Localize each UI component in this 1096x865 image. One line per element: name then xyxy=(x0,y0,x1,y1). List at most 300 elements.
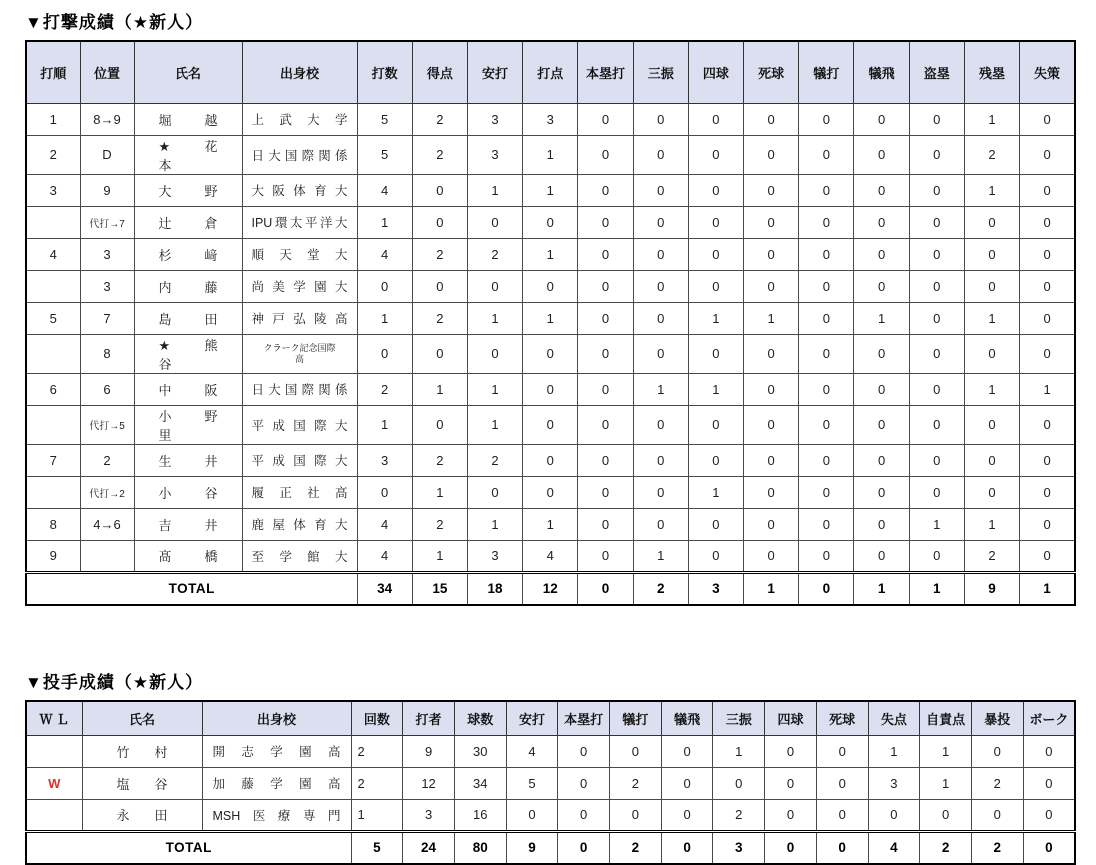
name-cell: 小 谷 xyxy=(134,476,242,508)
stat-cell: 0 xyxy=(854,508,909,540)
stat-cell: 0 xyxy=(578,103,633,135)
pitching-header-14: 自責点 xyxy=(920,701,972,735)
stat-cell: 0 xyxy=(1020,302,1075,334)
batting-body xyxy=(26,103,1075,605)
stat-cell: 0 xyxy=(909,302,964,334)
stat-cell: 4 xyxy=(523,540,578,572)
stat-cell: 0 xyxy=(523,444,578,476)
stat-cell: 0 xyxy=(816,799,868,831)
stat-cell: 0 xyxy=(909,476,964,508)
stat-cell: 0 xyxy=(506,799,558,831)
stat-cell: 0 xyxy=(578,206,633,238)
batting-header-10: 四球 xyxy=(688,41,743,103)
stat-cell: 0 xyxy=(633,334,688,373)
stat-cell: 0 xyxy=(854,540,909,572)
pitching-header-12: 死球 xyxy=(816,701,868,735)
pitching-row xyxy=(26,735,1075,767)
order-cell: 3 xyxy=(26,174,80,206)
name-cell: 大 野 xyxy=(134,174,242,206)
batting-row xyxy=(26,444,1075,476)
stat-cell: 3 xyxy=(868,767,920,799)
stat-cell: 1 xyxy=(412,540,467,572)
stat-cell: 0 xyxy=(744,334,799,373)
stat-cell: 2 xyxy=(412,302,467,334)
pitching-body xyxy=(26,735,1075,864)
stat-cell: 0 xyxy=(964,206,1019,238)
stat-cell: 0 xyxy=(799,206,854,238)
stat-cell: 1 xyxy=(467,405,522,444)
name-cell: 竹 村 xyxy=(82,735,202,767)
name-cell: 髙 橋 xyxy=(134,540,242,572)
stat-cell: 0 xyxy=(578,174,633,206)
order-cell: 6 xyxy=(26,373,80,405)
stat-cell: 0 xyxy=(799,405,854,444)
stat-cell: 0 xyxy=(578,476,633,508)
batting-table xyxy=(25,40,1076,606)
name-cell: 辻 倉 xyxy=(134,206,242,238)
stat-cell: 1 xyxy=(412,476,467,508)
name-cell: ★ 花 本 xyxy=(134,135,242,174)
batting-header-5: 得点 xyxy=(412,41,467,103)
stat-cell: 1 xyxy=(412,373,467,405)
stat-cell: 0 xyxy=(744,270,799,302)
batting-row xyxy=(26,373,1075,405)
stat-cell: 0 xyxy=(578,302,633,334)
name-cell: 杉 﨑 xyxy=(134,238,242,270)
stat-cell: 0 xyxy=(854,373,909,405)
stat-cell: 0 xyxy=(799,103,854,135)
stat-cell: 0 xyxy=(744,405,799,444)
stat-cell: 0 xyxy=(467,270,522,302)
total-stat-cell: 3 xyxy=(688,572,743,605)
stat-cell: 1 xyxy=(523,302,578,334)
total-stat-cell: 0 xyxy=(558,831,610,864)
stat-cell: 2 xyxy=(610,767,662,799)
stat-cell: 0 xyxy=(964,405,1019,444)
stat-cell: 0 xyxy=(688,508,743,540)
stat-cell: 0 xyxy=(964,444,1019,476)
stat-cell: 0 xyxy=(467,476,522,508)
stat-cell: 1 xyxy=(523,174,578,206)
order-cell: 5 xyxy=(26,302,80,334)
stat-cell: 1 xyxy=(523,508,578,540)
stat-cell: 2 xyxy=(351,767,403,799)
school-cell: 至学館大 xyxy=(242,540,357,572)
stat-cell: 0 xyxy=(558,735,610,767)
stat-cell: 3 xyxy=(403,799,455,831)
stat-cell: 1 xyxy=(1020,373,1075,405)
stat-cell: 0 xyxy=(799,238,854,270)
pitching-header-15: 暴投 xyxy=(971,701,1023,735)
total-stat-cell: 5 xyxy=(351,831,403,864)
stat-cell: 1 xyxy=(523,135,578,174)
stat-cell: 5 xyxy=(357,135,412,174)
school-cell: 履正社高 xyxy=(242,476,357,508)
stat-cell: 0 xyxy=(799,174,854,206)
pitching-title: ▼投手成績（★新人） xyxy=(25,673,204,692)
stat-cell: 0 xyxy=(688,334,743,373)
pitching-header-5: 球数 xyxy=(454,701,506,735)
total-stat-cell: 18 xyxy=(467,572,522,605)
order-cell xyxy=(26,334,80,373)
stat-cell: 0 xyxy=(523,405,578,444)
stat-cell: 16 xyxy=(454,799,506,831)
stat-cell: 1 xyxy=(744,302,799,334)
batting-header-7: 打点 xyxy=(523,41,578,103)
stat-cell: 0 xyxy=(744,135,799,174)
stat-cell: 0 xyxy=(868,799,920,831)
batting-header-2: 氏名 xyxy=(134,41,242,103)
stat-cell: 0 xyxy=(578,373,633,405)
stat-cell: 0 xyxy=(854,334,909,373)
stat-cell: 0 xyxy=(765,735,817,767)
name-cell: 生 井 xyxy=(134,444,242,476)
pitching-header-9: 犠飛 xyxy=(661,701,713,735)
stat-cell: 0 xyxy=(1020,508,1075,540)
school-cell: 神戸弘陵高 xyxy=(242,302,357,334)
stat-cell: 3 xyxy=(467,103,522,135)
stat-cell: 0 xyxy=(558,799,610,831)
pitching-header-1: 氏名 xyxy=(82,701,202,735)
batting-row xyxy=(26,476,1075,508)
stat-cell: 4 xyxy=(357,238,412,270)
batting-row xyxy=(26,135,1075,174)
stat-cell: 0 xyxy=(688,405,743,444)
pitching-header-3: 回数 xyxy=(351,701,403,735)
stat-cell: 5 xyxy=(357,103,412,135)
batting-header-15: 残塁 xyxy=(964,41,1019,103)
stat-cell: 0 xyxy=(688,135,743,174)
stat-cell: 4 xyxy=(357,508,412,540)
position-cell: 9 xyxy=(80,174,134,206)
stat-cell: 0 xyxy=(688,270,743,302)
total-stat-cell: 0 xyxy=(1023,831,1075,864)
stat-cell: 0 xyxy=(633,476,688,508)
stat-cell: 1 xyxy=(467,302,522,334)
stat-cell: 1 xyxy=(688,476,743,508)
stat-cell: 0 xyxy=(744,476,799,508)
position-cell: 3 xyxy=(80,238,134,270)
batting-row xyxy=(26,270,1075,302)
stat-cell: 2 xyxy=(351,735,403,767)
stat-cell: 0 xyxy=(578,238,633,270)
name-cell: 中 阪 xyxy=(134,373,242,405)
total-stat-cell: 3 xyxy=(713,831,765,864)
batting-header-4: 打数 xyxy=(357,41,412,103)
total-stat-cell: 4 xyxy=(868,831,920,864)
stat-cell: 0 xyxy=(765,767,817,799)
stat-cell: 0 xyxy=(523,206,578,238)
stat-cell: 0 xyxy=(633,444,688,476)
stat-cell: 0 xyxy=(909,238,964,270)
stat-cell: 3 xyxy=(357,444,412,476)
school-cell: 尚美学園大 xyxy=(242,270,357,302)
stat-cell: 12 xyxy=(403,767,455,799)
stat-cell: 3 xyxy=(523,103,578,135)
batting-header-14: 盗塁 xyxy=(909,41,964,103)
pitching-header-13: 失点 xyxy=(868,701,920,735)
stat-cell: 4 xyxy=(357,540,412,572)
stat-cell: 0 xyxy=(854,135,909,174)
total-stat-cell: 1 xyxy=(909,572,964,605)
stat-cell: 0 xyxy=(964,270,1019,302)
order-cell: 1 xyxy=(26,103,80,135)
stat-cell: 0 xyxy=(1020,238,1075,270)
position-cell xyxy=(80,540,134,572)
pitching-header-10: 三振 xyxy=(713,701,765,735)
stat-cell: 0 xyxy=(610,735,662,767)
stat-cell: 0 xyxy=(909,270,964,302)
stat-cell: 9 xyxy=(403,735,455,767)
stat-cell: 0 xyxy=(799,302,854,334)
position-cell: 代打→2 xyxy=(80,476,134,508)
stat-cell: 1 xyxy=(854,302,909,334)
total-stat-cell: 9 xyxy=(964,572,1019,605)
order-cell: 8 xyxy=(26,508,80,540)
order-cell: 7 xyxy=(26,444,80,476)
stat-cell: 1 xyxy=(467,373,522,405)
batting-header-1: 位置 xyxy=(80,41,134,103)
stat-cell: 0 xyxy=(854,206,909,238)
total-stat-cell: 0 xyxy=(799,572,854,605)
stat-cell: 0 xyxy=(610,799,662,831)
batting-header-13: 犠飛 xyxy=(854,41,909,103)
batting-title: ▼打撃成績（★新人） xyxy=(25,13,204,32)
stat-cell: 34 xyxy=(454,767,506,799)
stat-cell: 0 xyxy=(633,103,688,135)
stat-cell: 0 xyxy=(412,270,467,302)
pitching-header-7: 本塁打 xyxy=(558,701,610,735)
total-stat-cell: 34 xyxy=(357,572,412,605)
stat-cell: 0 xyxy=(909,206,964,238)
position-cell: 2 xyxy=(80,444,134,476)
stat-cell: 0 xyxy=(661,767,713,799)
stat-cell: 0 xyxy=(523,373,578,405)
position-cell: 代打→7 xyxy=(80,206,134,238)
school-cell: 平成国際大 xyxy=(242,444,357,476)
stat-cell: 0 xyxy=(688,174,743,206)
name-cell: 堀 越 xyxy=(134,103,242,135)
stat-cell: 0 xyxy=(799,476,854,508)
batting-row xyxy=(26,206,1075,238)
stat-cell: 0 xyxy=(357,270,412,302)
stat-cell: 1 xyxy=(920,735,972,767)
stat-cell: 2 xyxy=(713,799,765,831)
stat-cell: 0 xyxy=(633,508,688,540)
stat-cell: 0 xyxy=(744,174,799,206)
stat-cell: 0 xyxy=(971,799,1023,831)
stat-cell: 0 xyxy=(633,270,688,302)
stat-cell: 0 xyxy=(799,373,854,405)
stat-cell: 1 xyxy=(964,302,1019,334)
stat-cell: 1 xyxy=(523,238,578,270)
stat-cell: 1 xyxy=(920,767,972,799)
stat-cell: 2 xyxy=(964,135,1019,174)
stat-cell: 0 xyxy=(688,238,743,270)
school-cell: 大阪体育大 xyxy=(242,174,357,206)
school-cell: 日大国際関係 xyxy=(242,135,357,174)
stat-cell: 1 xyxy=(467,508,522,540)
order-cell xyxy=(26,206,80,238)
batting-header-11: 死球 xyxy=(744,41,799,103)
stat-cell: 0 xyxy=(1020,540,1075,572)
stat-cell: 0 xyxy=(744,508,799,540)
batting-row xyxy=(26,540,1075,572)
stat-cell: 0 xyxy=(688,540,743,572)
stat-cell: 0 xyxy=(909,334,964,373)
batting-header-9: 三振 xyxy=(633,41,688,103)
pitching-row xyxy=(26,799,1075,831)
total-stat-cell: 2 xyxy=(971,831,1023,864)
stat-cell: 0 xyxy=(964,238,1019,270)
stat-cell: 0 xyxy=(523,270,578,302)
stat-cell: 1 xyxy=(909,508,964,540)
batting-header-0: 打順 xyxy=(26,41,80,103)
stat-cell: 0 xyxy=(744,103,799,135)
stat-cell: 0 xyxy=(854,405,909,444)
pitching-header-2: 出身校 xyxy=(202,701,351,735)
stat-cell: 0 xyxy=(816,767,868,799)
stat-cell: 0 xyxy=(1020,206,1075,238)
stat-cell: 0 xyxy=(688,444,743,476)
stat-cell: 2 xyxy=(412,508,467,540)
stat-cell: 0 xyxy=(1023,799,1075,831)
stat-cell: 0 xyxy=(523,334,578,373)
batting-header-row xyxy=(26,41,1075,103)
pitching-header-16: ボーク xyxy=(1023,701,1075,735)
total-stat-cell: 0 xyxy=(661,831,713,864)
stat-cell: 0 xyxy=(909,405,964,444)
stat-cell: 0 xyxy=(578,334,633,373)
position-cell: 8→9 xyxy=(80,103,134,135)
total-stat-cell: 1 xyxy=(744,572,799,605)
pitching-header-row xyxy=(26,701,1075,735)
name-cell: 吉 井 xyxy=(134,508,242,540)
stat-cell: 0 xyxy=(578,135,633,174)
total-stat-cell: 15 xyxy=(412,572,467,605)
stat-cell: 0 xyxy=(1023,735,1075,767)
stat-cell: 1 xyxy=(868,735,920,767)
batting-header-6: 安打 xyxy=(467,41,522,103)
school-cell: 平成国際大 xyxy=(242,405,357,444)
stat-cell: 0 xyxy=(467,206,522,238)
stat-cell: 1 xyxy=(964,373,1019,405)
stat-cell: 0 xyxy=(357,476,412,508)
pitching-header-8: 犠打 xyxy=(610,701,662,735)
pitching-header-11: 四球 xyxy=(765,701,817,735)
stat-cell: 1 xyxy=(964,174,1019,206)
total-stat-cell: 1 xyxy=(1020,572,1075,605)
stat-cell: 0 xyxy=(578,508,633,540)
school-cell: 順天堂大 xyxy=(242,238,357,270)
stat-cell: 0 xyxy=(661,735,713,767)
stat-cell: 0 xyxy=(964,334,1019,373)
school-cell: 日大国際関係 xyxy=(242,373,357,405)
stat-cell: 2 xyxy=(964,540,1019,572)
pitching-header-0: Ｗ Ｌ xyxy=(26,701,82,735)
total-label: TOTAL xyxy=(26,572,357,605)
school-cell: IPU環太平洋大 xyxy=(242,206,357,238)
batting-row xyxy=(26,103,1075,135)
school-cell: クラーク記念国際 高 xyxy=(242,334,357,373)
stat-cell: 1 xyxy=(688,302,743,334)
total-stat-cell: 24 xyxy=(403,831,455,864)
stat-cell: 5 xyxy=(506,767,558,799)
name-cell: 永 田 xyxy=(82,799,202,831)
stat-cell: 2 xyxy=(412,444,467,476)
name-cell: 島 田 xyxy=(134,302,242,334)
stat-cell: 0 xyxy=(799,444,854,476)
stat-cell: 0 xyxy=(909,103,964,135)
stat-cell: 0 xyxy=(854,103,909,135)
wl-cell xyxy=(26,799,82,831)
school-cell: 鹿屋体育大 xyxy=(242,508,357,540)
stat-cell: 1 xyxy=(357,302,412,334)
pitching-header-6: 安打 xyxy=(506,701,558,735)
stat-cell: 4 xyxy=(357,174,412,206)
stat-cell: 0 xyxy=(799,270,854,302)
stat-cell: 2 xyxy=(467,238,522,270)
total-stat-cell: 0 xyxy=(816,831,868,864)
stat-cell: 0 xyxy=(633,174,688,206)
pitching-header-4: 打者 xyxy=(403,701,455,735)
stat-cell: 0 xyxy=(909,135,964,174)
stat-cell: 0 xyxy=(744,540,799,572)
stat-cell: 2 xyxy=(412,135,467,174)
stat-cell: 0 xyxy=(1020,334,1075,373)
position-cell: 8 xyxy=(80,334,134,373)
total-stat-cell: 80 xyxy=(454,831,506,864)
stat-cell: 0 xyxy=(816,735,868,767)
batting-row xyxy=(26,405,1075,444)
stat-cell: 2 xyxy=(412,238,467,270)
stat-cell: 0 xyxy=(1023,767,1075,799)
pitching-total-row xyxy=(26,831,1075,864)
stat-cell: 1 xyxy=(467,174,522,206)
position-cell: 代打→5 xyxy=(80,405,134,444)
position-cell: 3 xyxy=(80,270,134,302)
stat-cell: 0 xyxy=(1020,444,1075,476)
wl-cell: W xyxy=(26,767,82,799)
stat-cell: 0 xyxy=(523,476,578,508)
batting-header-12: 犠打 xyxy=(799,41,854,103)
order-cell xyxy=(26,270,80,302)
stat-cell: 0 xyxy=(909,174,964,206)
name-cell: 小 野 里 xyxy=(134,405,242,444)
stat-cell: 0 xyxy=(1020,270,1075,302)
stat-cell: 0 xyxy=(799,334,854,373)
stat-cell: 1 xyxy=(964,103,1019,135)
stat-cell: 0 xyxy=(412,405,467,444)
stat-cell: 2 xyxy=(357,373,412,405)
batting-total-row xyxy=(26,572,1075,605)
batting-row xyxy=(26,174,1075,206)
order-cell: 9 xyxy=(26,540,80,572)
school-cell: 加藤学園高 xyxy=(202,767,351,799)
stat-cell: 3 xyxy=(467,540,522,572)
total-stat-cell: 1 xyxy=(854,572,909,605)
stat-cell: 1 xyxy=(633,373,688,405)
stat-cell: 0 xyxy=(744,238,799,270)
stat-cell: 0 xyxy=(578,405,633,444)
stat-cell: 1 xyxy=(357,206,412,238)
total-stat-cell: 0 xyxy=(765,831,817,864)
stat-cell: 1 xyxy=(357,405,412,444)
stat-cell: 1 xyxy=(713,735,765,767)
stat-cell: 0 xyxy=(688,103,743,135)
total-stat-cell: 2 xyxy=(920,831,972,864)
stat-cell: 0 xyxy=(854,238,909,270)
